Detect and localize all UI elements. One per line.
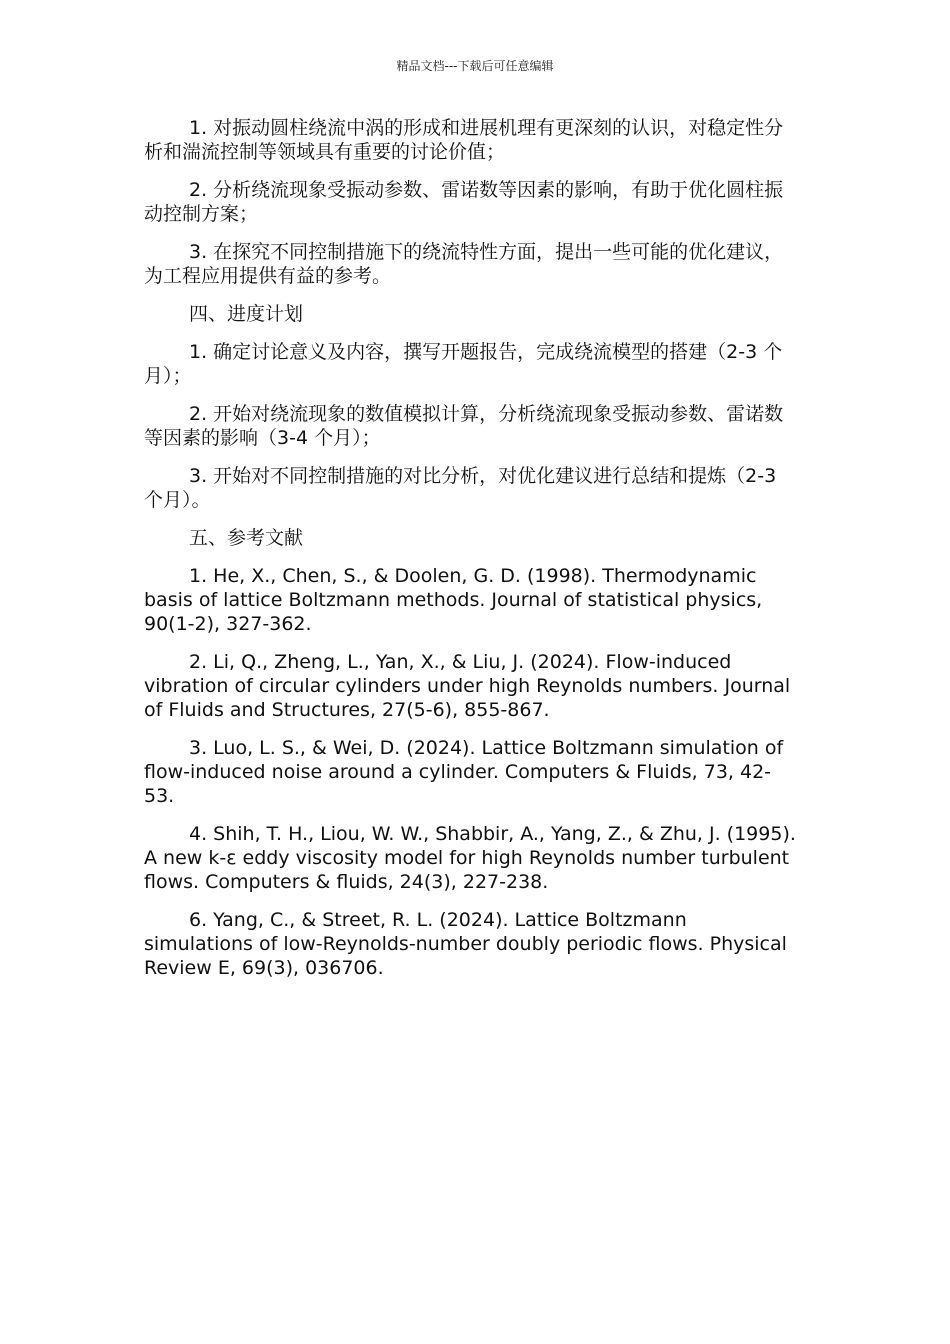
reference-item-2: 2. Li, Q., Zheng, L., Yan, X., & Liu, J. (2024). Flow-induced vibration of circular cylinders under high Reynolds numbers. Journal of Fluids and Structures, 27(5-6), 855-867. (144, 651, 791, 721)
schedule-heading: 四、进度计划 (189, 303, 304, 325)
significance-item-3: 3. 在探究不同控制措施下的绕流特性方面，提出一些可能的优化建议，为工程应用提供有益的参考。 (144, 241, 784, 287)
reference-item-6: 6. Yang, C., & Street, R. L. (2024). Lattice Boltzmann simulations of low-Reynolds-number doubly periodic flows. Physical Review E, 69(3), 036706. (144, 909, 787, 979)
page-header: 精品文档---下载后可任意编辑 (396, 59, 554, 73)
reference-item-3: 3. Luo, L. S., & Wei, D. (2024). Lattice Boltzmann simulation of flow-induced noise around a cylinder. Computers & Fluids, 73, 42-53. (144, 737, 784, 807)
schedule-item-1: 1. 确定讨论意义及内容，撰写开题报告，完成绕流模型的搭建（2-3 个月）； (144, 341, 783, 387)
document-body (144, 116, 800, 994)
reference-item-4: 4. Shih, T. H., Liou, W. W., Shabbir, A., Yang, Z., & Zhu, J. (1995). A new k-ε eddy viscosity model for high Reynolds number turbulent flows. Computers & fluids, 24(3), 227-238. (144, 823, 796, 893)
references-heading: 五、参考文献 (189, 527, 304, 549)
significance-item-1: 1. 对振动圆柱绕流中涡的形成和进展机理有更深刻的认识，对稳定性分析和湍流控制等领域具有重要的讨论价值； (144, 117, 784, 163)
significance-item-2: 2. 分析绕流现象受振动参数、雷诺数等因素的影响，有助于优化圆柱振动控制方案； (144, 179, 784, 225)
schedule-item-3: 3. 开始对不同控制措施的对比分析，对优化建议进行总结和提炼（2-3 个月）。 (144, 465, 777, 511)
reference-item-1: 1. He, X., Chen, S., & Doolen, G. D. (1998). Thermodynamic basis of lattice Boltzmann methods. Journal of statistical physics, 90(1-2), 327-362. (144, 565, 763, 635)
schedule-item-2: 2. 开始对绕流现象的数值模拟计算，分析绕流现象受振动参数、雷诺数等因素的影响（3-4 个月）； (144, 403, 784, 449)
